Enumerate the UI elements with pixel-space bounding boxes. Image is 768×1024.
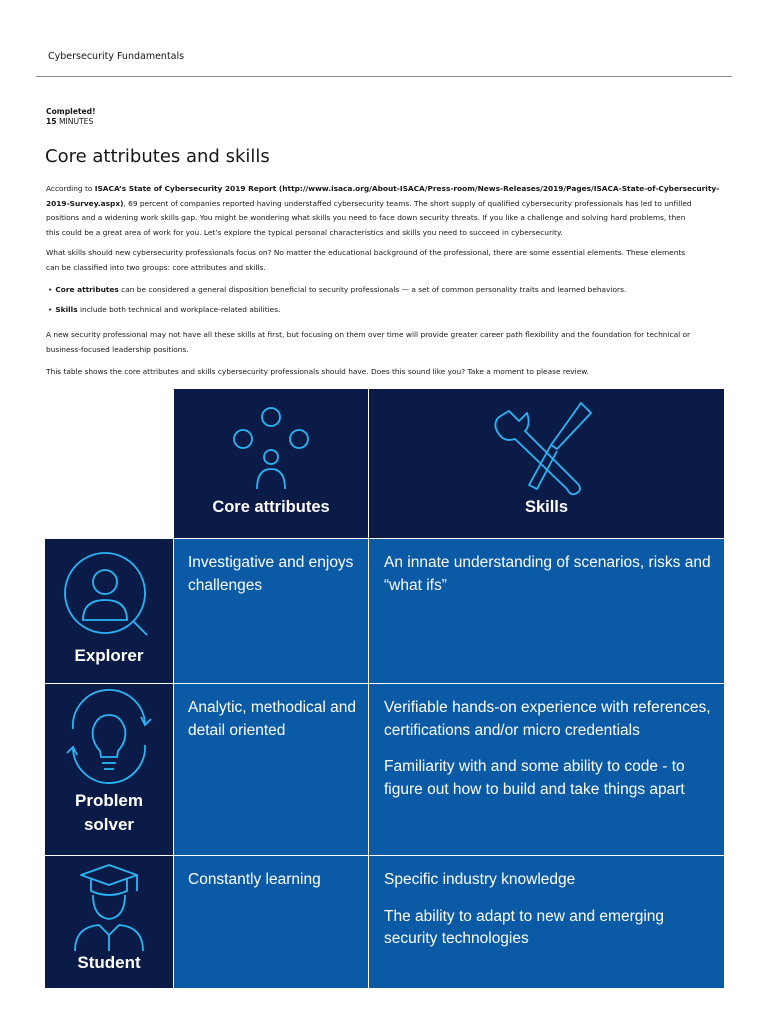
row-label-problem-solver <box>45 789 173 837</box>
bullet-term: Skills <box>55 305 78 314</box>
grid-line <box>45 855 724 856</box>
intro-text: this could be a great area of work for you. Let’s explore the typical personal characteristics and skills you need to succeed in cybersecurity. <box>46 227 563 237</box>
skill-text: Verifiable hands-on experience with references, certifications and/or micro credentials <box>384 699 711 739</box>
grid-line <box>45 683 724 684</box>
header-skills <box>369 389 724 538</box>
skill-text: Familiarity with and some ability to code - to figure out how to build and take things apart <box>384 758 685 798</box>
para-line: A new security professional may not have all these skills at first, but focusing on them over time will provide greater career path flexibility and the foundation for technical or <box>46 330 691 339</box>
attribute-text: Analytic, methodical and detail oriented <box>188 699 357 739</box>
intro-text: , 69 percent of companies reported having understaffed cybersecurity teams. The short supply of qualified cybersecurity professionals has led to unfilled <box>123 198 692 208</box>
grid-line <box>173 389 174 988</box>
completion-status <box>46 107 96 127</box>
divider <box>36 76 732 77</box>
bullet-term: Core attributes <box>55 285 119 294</box>
header-core-attributes <box>173 389 369 538</box>
attribute-cell <box>173 538 369 683</box>
header-attributes-label: Core attributes <box>212 498 330 516</box>
skills-cell <box>369 683 724 855</box>
row-explorer-label-cell <box>45 538 173 683</box>
para-line: business-focused leadership positions. <box>46 344 189 354</box>
list-item: • Core attributes can be considered a general disposition beneficial to security professionals — a set of common personality traits and learned behaviors. <box>48 285 627 294</box>
attribute-text: Constantly learning <box>188 871 321 888</box>
list-item: • Skills include both technical and workplace-related abilities. <box>48 305 281 314</box>
completed-label: Completed! <box>46 107 96 116</box>
bullet-text: can be considered a general disposition beneficial to security professionals — a set of common personality traits and learned behaviors. <box>118 285 627 294</box>
skills-cell <box>369 855 724 988</box>
row-student-label-cell <box>45 855 173 988</box>
duration <box>46 117 96 127</box>
attribute-cell <box>173 683 369 855</box>
attribute-cell <box>173 855 369 988</box>
row-label-text: Problem solver <box>74 791 144 834</box>
header-skills-label: Skills <box>524 498 569 516</box>
report-link-cont[interactable]: 2019-Survey.aspx) <box>46 198 124 208</box>
para-line: What skills should new cybersecurity professionals focus on? No matter the educational background of the professional, there are some essential elements. These elements <box>46 248 686 257</box>
app-title: Cybersecurity Fundamentals <box>48 51 185 62</box>
para-line: can be classified into two groups: core attributes and skills. <box>46 262 266 272</box>
duration-value: 15 <box>46 117 57 126</box>
bullet-text: include both technical and workplace-related abilities. <box>77 305 281 314</box>
skill-text: Specific industry knowledge <box>384 871 576 888</box>
duration-unit: MINUTES <box>59 117 94 126</box>
grid-line <box>45 538 724 539</box>
intro-paragraph <box>46 182 726 240</box>
intro-text: According to <box>46 184 95 193</box>
grid-line <box>368 389 369 988</box>
table-intro: This table shows the core attributes and skills cybersecurity professionals should have. Does this sound like you? Take a moment to please review. <box>46 367 589 376</box>
skills-cell <box>369 538 724 683</box>
row-label-student: Student <box>77 953 141 972</box>
row-problem-solver-label-cell <box>45 683 173 855</box>
career-paragraph <box>46 328 726 357</box>
row-label-explorer: Explorer <box>74 646 144 665</box>
empty-corner-cell <box>45 389 173 538</box>
skills-paragraph <box>46 246 726 275</box>
top-bar <box>0 0 768 77</box>
report-link[interactable]: ISACA’s State of Cybersecurity 2019 Report (http://www.isaca.org/About-ISACA/Press-room/News-Releases/2019/Pages/ISACA-State-of-Cybersecurity- <box>94 184 720 193</box>
intro-text: positions and a widening work skills gap. You might be wondering what skills you need to face down security threats. If you like a challenge and solving hard problems, then <box>46 213 686 222</box>
skill-text: An innate understanding of scenarios, risks and “what ifs” <box>384 554 711 594</box>
attribute-text: Investigative and enjoys challenges <box>188 554 354 594</box>
attributes-skills-table <box>45 389 724 988</box>
page-title: Core attributes and skills <box>45 146 270 167</box>
skill-text: The ability to adapt to new and emerging security technologies <box>384 907 665 947</box>
